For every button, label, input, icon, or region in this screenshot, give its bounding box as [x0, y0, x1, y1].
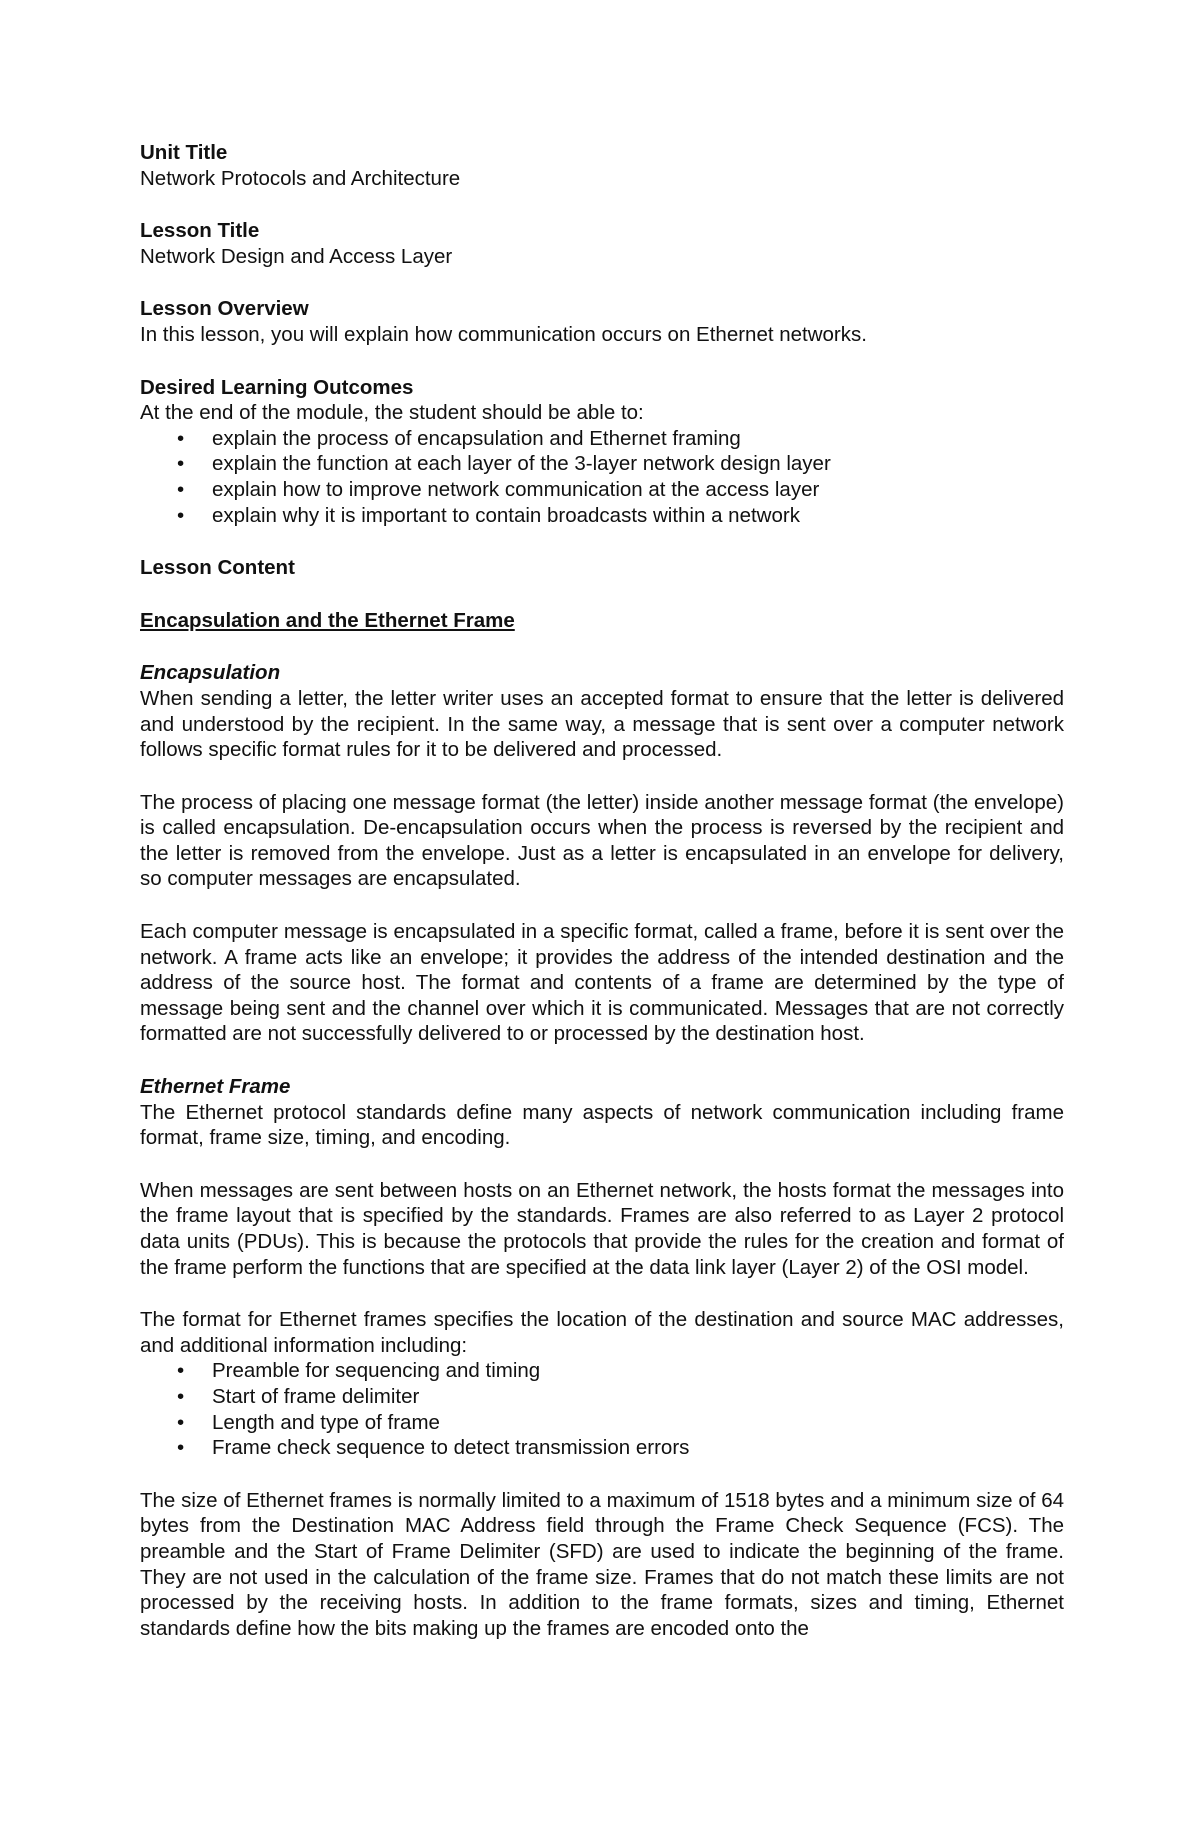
bullet-icon: • [177, 452, 185, 476]
bullet-icon: • [177, 477, 185, 501]
frame-field-text: Length and type of frame [212, 1410, 440, 1434]
outcome-text: explain the process of encapsulation and Ethernet framing [212, 426, 741, 450]
lesson-overview-text: In this lesson, you will explain how communication occurs on Ethernet networks. [140, 322, 867, 346]
unit-title-heading: Unit Title [140, 141, 228, 164]
outcomes-block [140, 375, 1064, 529]
bullet-icon: • [177, 1359, 185, 1383]
bullet-icon: • [177, 503, 185, 527]
list-item [140, 503, 1064, 529]
list-item [140, 451, 1064, 477]
list-item [140, 1410, 1064, 1436]
encapsulation-heading: Encapsulation [140, 661, 281, 685]
list-item [140, 426, 1064, 452]
list-item [140, 1435, 1064, 1461]
frame-field-text: Preamble for sequencing and timing [212, 1359, 541, 1383]
bullet-icon: • [177, 1436, 185, 1460]
ethernet-paragraph-3: The format for Ethernet frames specifies the location of the destination and source MAC addresses, and additional information including: [140, 1308, 1064, 1357]
ethernet-closing-paragraph: The size of Ethernet frames is normally limited to a maximum of 1518 bytes and a minimum size of 64 bytes from the Destination MAC Address field through the Frame Check Sequence (FCS). The preamble and the Start of Frame Delimiter (SFD) are used to indicate the beginning of the frame. They are not used in the calculation of the frame size. Frames that do not match these limits are not processed by the receiving hosts. In addition to the frame formats, sizes and timing, Ethernet standards define how the bits making up the frames are encoded onto the [140, 1488, 1064, 1640]
ethernet-frame-heading: Ethernet Frame [140, 1075, 291, 1099]
encapsulation-paragraph-3: Each computer message is encapsulated in a specific format, called a frame, before it is sent over the network. A frame acts like an envelope; it provides the address of the intended destination and the address of the source host. The format and contents of a frame are determined by the type of message being sent and the channel over which it is communicated. Messages that are not correctly formatted are not successfully delivered to or processed by the destination host. [140, 920, 1064, 1046]
list-item [140, 1384, 1064, 1410]
bullet-icon: • [177, 426, 185, 450]
outcomes-heading: Desired Learning Outcomes [140, 375, 414, 399]
list-item [140, 477, 1064, 503]
unit-title-value: Network Protocols and Architecture [140, 166, 461, 190]
lesson-block [140, 218, 1064, 269]
outcomes-intro: At the end of the module, the student should be able to: [140, 401, 644, 425]
outcomes-list [140, 426, 1064, 528]
overview-block [140, 296, 1064, 347]
ethernet-paragraph-2: When messages are sent between hosts on an Ethernet network, the hosts format the messages into the frame layout that is specified by the standards. Frames are also referred to as Layer 2 protocol data units (PDUs). This is because the protocols that provide the rules for the creation and format of the frame perform the functions that are specified at the data link layer (Layer 2) of the OSI model. [140, 1178, 1064, 1279]
ethernet-paragraph-1: The Ethernet protocol standards define many aspects of network communication including frame format, frame size, timing, and encoding. [140, 1100, 1064, 1150]
frame-fields-list [140, 1358, 1064, 1460]
frame-field-text: Frame check sequence to detect transmission errors [212, 1436, 690, 1460]
document-page [140, 140, 1064, 1641]
lesson-content-heading: Lesson Content [140, 556, 295, 580]
lesson-title-value: Network Design and Access Layer [140, 244, 453, 268]
frame-field-text: Start of frame delimiter [212, 1384, 420, 1408]
encapsulation-paragraph-1: When sending a letter, the letter writer uses an accepted format to ensure that the letter is delivered and understood by the recipient. In the same way, a message that is sent over a computer network follows specific format rules for it to be delivered and processed. [140, 686, 1064, 762]
lesson-overview-heading: Lesson Overview [140, 297, 309, 321]
outcome-text: explain the function at each layer of the 3-layer network design layer [212, 452, 831, 476]
outcome-text: explain how to improve network communication at the access layer [212, 477, 820, 501]
bullet-icon: • [177, 1384, 185, 1408]
encapsulation-paragraph-2: The process of placing one message format (the letter) inside another message format (the envelope) is called encapsulation. De-encapsulation occurs when the process is reversed by the recipient and the letter is removed from the envelope. Just as a letter is encapsulated in an envelope for delivery, so computer messages are encapsulated. [140, 790, 1064, 891]
section-title: Encapsulation and the Ethernet Frame [140, 608, 515, 632]
outcome-text: explain why it is important to contain broadcasts within a network [212, 503, 800, 527]
lesson-title-heading: Lesson Title [140, 219, 260, 243]
unit-block [140, 140, 1064, 191]
list-item [140, 1358, 1064, 1384]
bullet-icon: • [177, 1410, 185, 1434]
